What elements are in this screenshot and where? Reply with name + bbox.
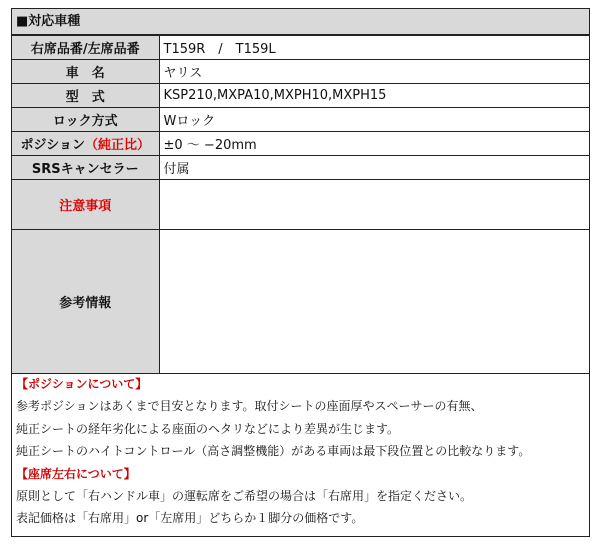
position-value: ±0 〜 −20mm	[159, 132, 589, 156]
car-name-value: ヤリス	[159, 60, 589, 84]
table-row	[12, 108, 589, 132]
part-number-label: 右席品番/左席品番	[12, 36, 159, 60]
table-row	[12, 132, 589, 156]
srs-canceller-value: 付属	[159, 156, 589, 180]
srs-canceller-label: SRSキャンセラー	[12, 156, 159, 180]
car-name-label: 車 名	[12, 60, 159, 84]
caution-label: 注意事項	[12, 180, 159, 230]
table-row	[12, 60, 589, 84]
position-label	[12, 132, 159, 156]
position-label-note: （純正比）	[84, 138, 150, 153]
lock-type-label: ロック方式	[12, 108, 159, 132]
part-number-value: T159R / T159L	[159, 36, 589, 60]
lock-type-value: Wロック	[159, 108, 589, 132]
position-label-text: ポジション	[20, 138, 85, 153]
reference-label: 参考情報	[12, 230, 159, 374]
position-note-line: 純正シートのハイトコントロール（高さ調整機能）がある車両は最下段位置との比較なります。	[16, 444, 531, 459]
table-row	[12, 180, 589, 230]
model-code-label: 型 式	[12, 84, 159, 108]
table-row	[12, 84, 589, 108]
position-notes-heading: 【ポジションについて】	[16, 377, 148, 391]
caution-value	[159, 180, 589, 230]
spec-table	[12, 35, 589, 374]
table-row	[12, 230, 589, 374]
table-row	[12, 156, 589, 180]
model-code-value: KSP210,MXPA10,MXPH10,MXPH15	[159, 84, 589, 108]
reference-value	[159, 230, 589, 374]
table-row	[12, 36, 589, 60]
notes-section	[12, 373, 589, 530]
section-title: ■対応車種	[12, 9, 589, 35]
seat-side-heading: 【座席左右について】	[16, 466, 136, 481]
compatibility-sheet	[11, 8, 590, 537]
seat-side-note-line: 表記価格は「右席用」or「左席用」どちらか１脚分の価格です。	[16, 511, 364, 526]
position-note-line: 純正シートの経年劣化による座面のヘタリなどにより差異が生じます。	[16, 421, 400, 436]
position-note-line: 参考ポジションはあくまで目安となります。取付シートの座面厚やスペーサーの有無、	[16, 399, 483, 414]
seat-side-note-line: 原則として「右ハンドル車」の運転席をご希望の場合は「右席用」を指定ください。	[16, 489, 473, 504]
